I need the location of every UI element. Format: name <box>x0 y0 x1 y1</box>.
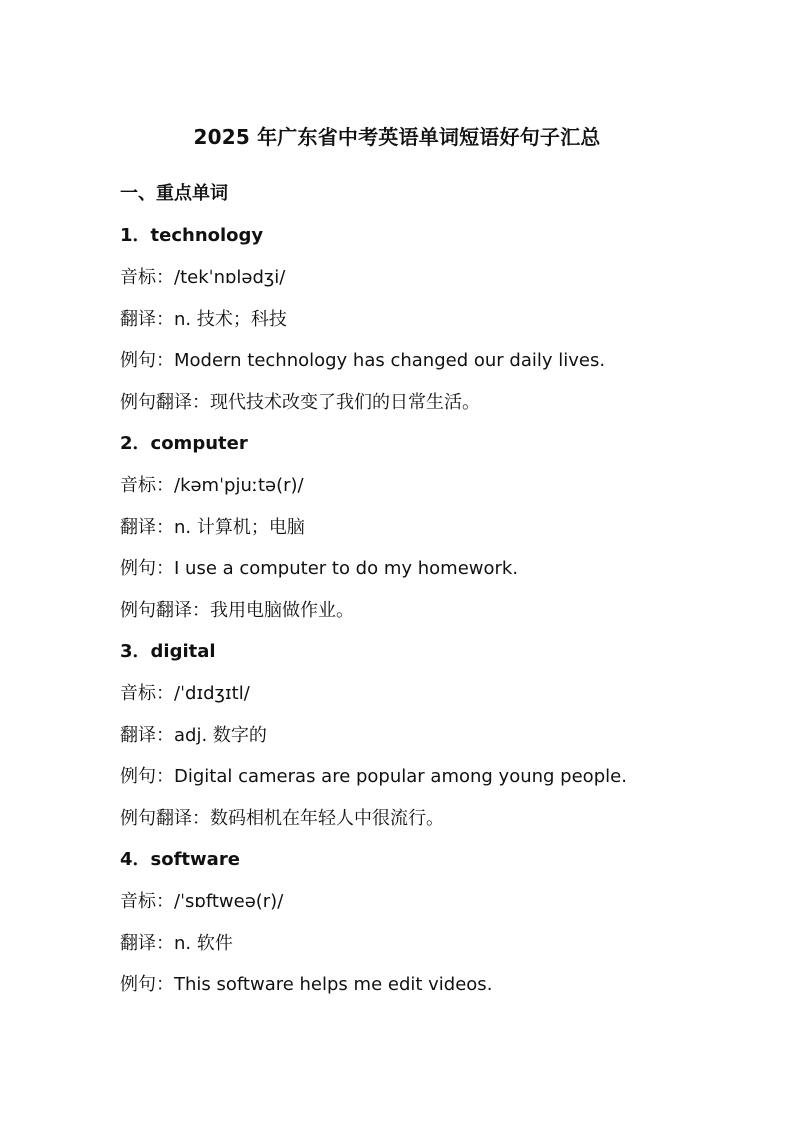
entry-heading: 1．technology <box>120 225 264 246</box>
entry-example-translation: 例句翻译：我用电脑做作业。 <box>120 600 354 621</box>
entry-translation: 翻译：adj. 数字的 <box>120 725 267 746</box>
entry-phonetic: 音标：/kəmˈpjuːtə(r)/ <box>120 475 304 496</box>
entry-phonetic: 音标：/ˈdɪdʒɪtl/ <box>120 683 250 704</box>
section-heading: 一、重点单词 <box>120 183 228 204</box>
entry-example-translation: 例句翻译：数码相机在年轻人中很流行。 <box>120 808 444 829</box>
entry-translation: 翻译：n. 计算机；电脑 <box>120 517 305 538</box>
entry-example: 例句：I use a computer to do my homework. <box>120 558 519 579</box>
entry-example: 例句：Modern technology has changed our daily lives. <box>120 350 606 371</box>
entry-translation: 翻译：n. 软件 <box>120 933 233 954</box>
entry-example-translation: 例句翻译：现代技术改变了我们的日常生活。 <box>120 392 480 413</box>
entry-example: 例句：This software helps me edit videos. <box>120 974 493 995</box>
entry-translation: 翻译：n. 技术；科技 <box>120 309 287 330</box>
entry-phonetic: 音标：/tekˈnɒlədʒi/ <box>120 267 286 288</box>
document-title: 2025 年广东省中考英语单词短语好句子汇总 <box>193 125 601 149</box>
entry-phonetic: 音标：/ˈsɒftweə(r)/ <box>120 891 284 912</box>
entry-example: 例句：Digital cameras are popular among young people. <box>120 766 627 787</box>
entry-heading: 3．digital <box>120 641 216 662</box>
entry-heading: 2．computer <box>120 433 248 454</box>
entry-heading: 4．software <box>120 849 240 870</box>
